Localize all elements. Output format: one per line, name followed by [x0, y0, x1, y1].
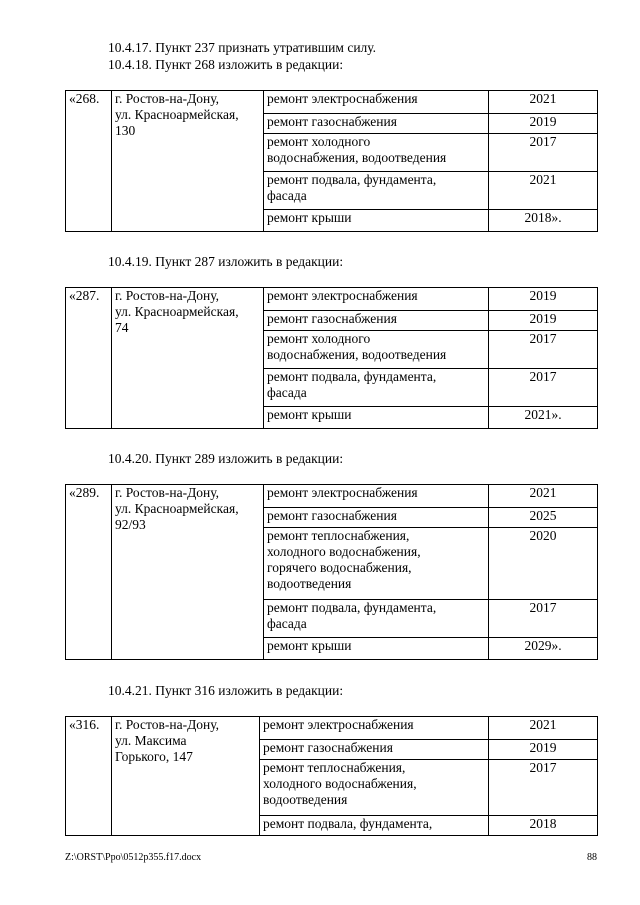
work-cell: ремонт теплоснабжения, холодного водоснабжения, горячего водоснабжения, водоотведения [264, 528, 489, 600]
work-cell: ремонт крыши [264, 407, 489, 429]
paragraph-10-4-18: 10.4.18. Пункт 268 изложить в редакции: [108, 57, 344, 72]
work-cell: ремонт холодного водоснабжения, водоотведения [264, 331, 489, 369]
page-number: 88 [587, 852, 597, 863]
year-cell: 2021 [489, 172, 598, 210]
item-number: «287. [66, 288, 112, 429]
work-cell: ремонт газоснабжения [264, 114, 489, 134]
year-cell: 2021 [489, 717, 598, 740]
paragraph-10-4-20: 10.4.20. Пункт 289 изложить в редакции: [108, 451, 344, 466]
paragraph-10-4-21: 10.4.21. Пункт 316 изложить в редакции: [108, 683, 344, 698]
work-cell: ремонт газоснабжения [264, 311, 489, 331]
item-number: «289. [66, 485, 112, 660]
work-cell: ремонт крыши [264, 210, 489, 232]
footer-file-path: Z:\ORST\Ppo\0512p355.f17.docx [65, 852, 202, 863]
year-cell: 2017 [489, 331, 598, 369]
work-cell: ремонт подвала, фундамента, фасада [264, 600, 489, 638]
year-cell: 2017 [489, 600, 598, 638]
year-cell: 2019 [489, 311, 598, 331]
work-cell: ремонт холодного водоснабжения, водоотведения [264, 134, 489, 172]
year-cell: 2025 [489, 508, 598, 528]
amendment-table-289 [65, 484, 598, 660]
year-cell: 2019 [489, 114, 598, 134]
work-cell: ремонт подвала, фундамента, [260, 816, 489, 836]
item-number: «316. [66, 717, 112, 836]
work-cell: ремонт электроснабжения [264, 91, 489, 114]
year-cell: 2019 [489, 740, 598, 760]
address-cell: г. Ростов-на-Дону, ул. Красноармейская, 130 [112, 91, 264, 232]
amendment-table-268 [65, 90, 598, 232]
year-cell: 2020 [489, 528, 598, 600]
work-cell: ремонт теплоснабжения, холодного водоснабжения, водоотведения [260, 760, 489, 816]
work-cell: ремонт газоснабжения [264, 508, 489, 528]
year-cell: 2018». [489, 210, 598, 232]
paragraph-10-4-19: 10.4.19. Пункт 287 изложить в редакции: [108, 254, 344, 269]
address-cell: г. Ростов-на-Дону, ул. Красноармейская, 74 [112, 288, 264, 429]
year-cell: 2017 [489, 369, 598, 407]
address-cell: г. Ростов-на-Дону, ул. Красноармейская, 92/93 [112, 485, 264, 660]
year-cell: 2017 [489, 134, 598, 172]
amendment-table-287 [65, 287, 598, 429]
amendment-table-316 [65, 716, 598, 836]
year-cell: 2029». [489, 638, 598, 660]
work-cell: ремонт электроснабжения [264, 485, 489, 508]
year-cell: 2021 [489, 485, 598, 508]
year-cell: 2019 [489, 288, 598, 311]
item-number: «268. [66, 91, 112, 232]
work-cell: ремонт крыши [264, 638, 489, 660]
year-cell: 2021». [489, 407, 598, 429]
work-cell: ремонт подвала, фундамента, фасада [264, 172, 489, 210]
paragraph-10-4-17: 10.4.17. Пункт 237 признать утратившим силу. [108, 40, 377, 55]
work-cell: ремонт газоснабжения [260, 740, 489, 760]
work-cell: ремонт электроснабжения [264, 288, 489, 311]
year-cell: 2018 [489, 816, 598, 836]
work-cell: ремонт подвала, фундамента, фасада [264, 369, 489, 407]
work-cell: ремонт электроснабжения [260, 717, 489, 740]
year-cell: 2017 [489, 760, 598, 816]
year-cell: 2021 [489, 91, 598, 114]
address-cell: г. Ростов-на-Дону, ул. Максима Горького, 147 [112, 717, 260, 836]
